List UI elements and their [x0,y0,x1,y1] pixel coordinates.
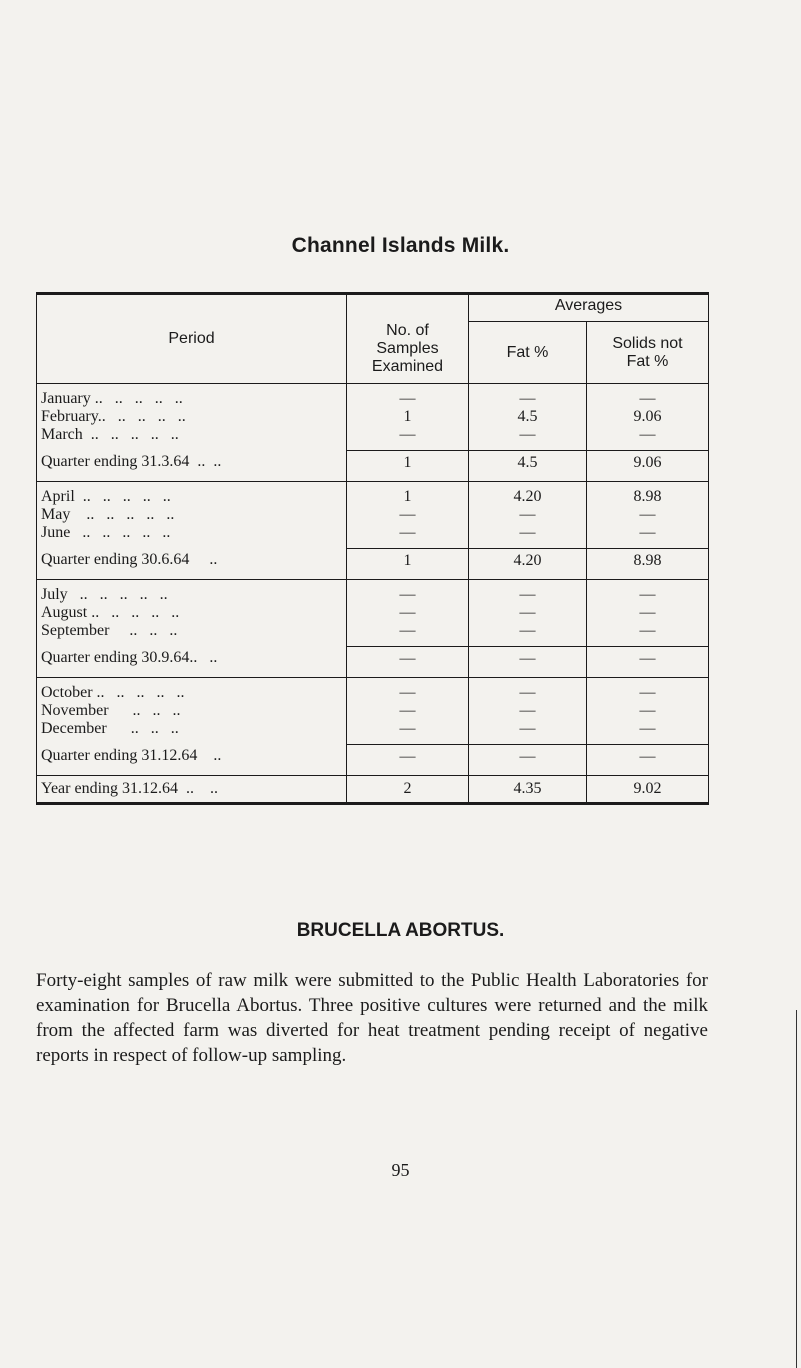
quarter-label: Quarter ending 31.3.64 .. .. [41,453,222,470]
month-samples-value: — [399,720,416,737]
month-samples-value: 1 [403,488,412,505]
month-samples-value: — [399,702,416,719]
month-label: July .. .. .. .. .. [41,586,168,603]
month-snf-value: — [639,390,656,407]
quarter-snf-value: — [587,744,708,769]
month-label: August .. .. .. .. .. [41,604,180,621]
page-number: 95 [391,1160,410,1180]
quarter-label: Quarter ending 30.9.64.. .. [41,649,218,666]
quarter-fat-value: 4.5 [469,450,586,475]
month-label: November .. .. .. [41,702,181,719]
header-samples-line: Samples [376,340,439,357]
quarter-row [37,640,709,678]
month-snf-value: — [639,506,656,523]
month-block [37,678,709,739]
month-samples-value: — [399,390,416,407]
month-fat-value: — [519,702,536,719]
quarter-samples-value: — [347,646,468,671]
month-block [37,482,709,543]
month-block [37,580,709,641]
header-samples-line: Examined [371,358,444,375]
month-fat-value: — [519,586,536,603]
month-fat-value: — [519,684,536,701]
month-snf-value: — [639,604,656,621]
year-label: Year ending 31.12.64 .. .. [41,780,219,797]
month-label: May .. .. .. .. .. [41,506,175,523]
quarter-fat-value: 4.20 [469,548,586,573]
month-label: March .. .. .. .. .. [41,426,179,443]
month-samples-value: — [399,426,416,443]
milk-table [36,292,709,805]
month-label: December .. .. .. [41,720,179,737]
month-snf-value: — [639,684,656,701]
quarter-row [37,542,709,580]
year-samples-value: 2 [403,780,412,797]
month-fat-value: — [519,720,536,737]
month-fat-value: — [519,604,536,621]
month-snf-value: 9.06 [633,408,662,425]
month-label: September .. .. .. [41,622,178,639]
header-snf-line: Fat % [626,352,669,370]
month-block [37,384,709,445]
quarter-snf-value: 9.06 [587,450,708,475]
header-period: Period [37,294,347,384]
quarter-samples-value: — [347,744,468,769]
body-paragraph: Forty-eight samples of raw milk were submitted to the Public Health Laboratories for examination for Brucella Abortus. Three positive cultures were returned and the milk from the affected farm was diverted for heat treatment pending receipt of negative reports in respect of follow-up sampling. [36,970,708,1066]
month-fat-value: — [519,524,536,541]
page-title: Channel Islands Milk. [291,234,510,257]
month-snf-value: — [639,426,656,443]
month-label: June .. .. .. .. .. [41,524,171,541]
month-snf-value: — [639,586,656,603]
month-samples-value: — [399,506,416,523]
year-row [37,776,709,804]
month-fat-value: — [519,426,536,443]
year-fat-value: 4.35 [513,780,542,797]
header-samples-line: No. of [386,322,429,339]
month-samples-value: — [399,622,416,639]
quarter-snf-value: 8.98 [587,548,708,573]
quarter-fat-value: — [469,744,586,769]
month-label: October .. .. .. .. .. [41,684,185,701]
month-samples-value: — [399,684,416,701]
month-fat-value: — [519,506,536,523]
quarter-row [37,444,709,482]
month-fat-value: 4.5 [517,408,538,425]
quarter-samples-value: 1 [347,548,468,573]
quarter-row [37,738,709,776]
quarter-label: Quarter ending 30.6.64 .. [41,551,218,568]
quarter-label: Quarter ending 31.12.64 .. [41,747,222,764]
quarter-fat-value: — [469,646,586,671]
month-snf-value: — [639,720,656,737]
scan-edge-line [796,1010,797,1368]
month-samples-value: — [399,586,416,603]
month-snf-value: 8.98 [633,488,662,505]
month-label: January .. .. .. .. .. [41,390,183,407]
quarter-samples-value: 1 [347,450,468,475]
month-snf-value: — [639,622,656,639]
month-label: April .. .. .. .. .. [41,488,171,505]
month-snf-value: — [639,524,656,541]
month-samples-value: — [399,524,416,541]
header-samples [347,294,469,384]
month-snf-value: — [639,702,656,719]
month-samples-value: — [399,604,416,621]
month-fat-value: 4.20 [513,488,542,505]
header-snf [587,322,709,384]
year-snf-value: 9.02 [633,780,662,797]
quarter-snf-value: — [587,646,708,671]
header-snf-line: Solids not [612,334,683,352]
header-fat: Fat % [469,322,587,384]
month-label: February.. .. .. .. .. [41,408,186,425]
month-fat-value: — [519,622,536,639]
month-fat-value: — [519,390,536,407]
month-samples-value: 1 [403,408,412,425]
header-averages: Averages [469,294,709,322]
section-heading: BRUCELLA ABORTUS. [296,920,505,941]
